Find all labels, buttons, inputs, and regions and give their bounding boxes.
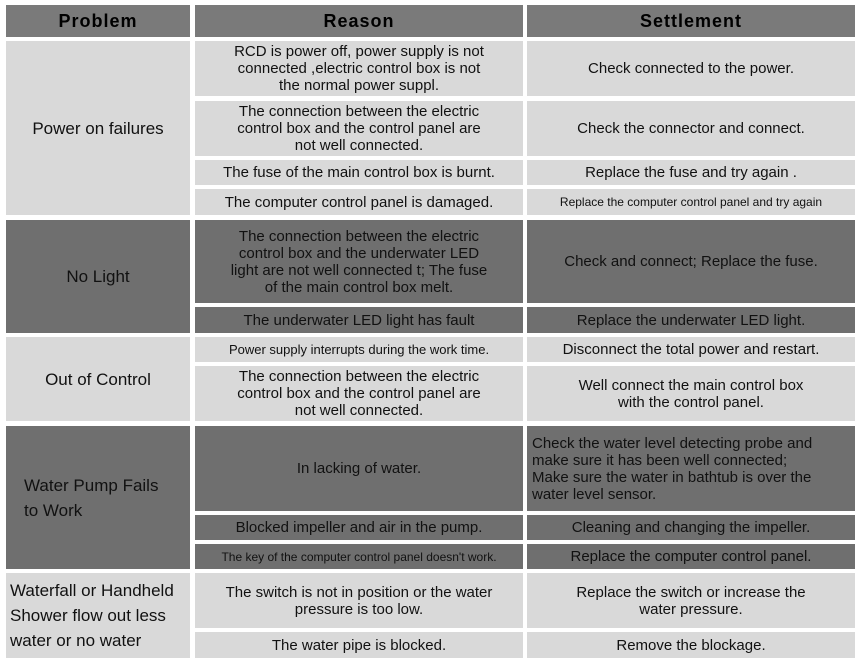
settlement-cell: Check connected to the power.: [527, 41, 855, 96]
settlement-cell: Well connect the main control box with the control panel.: [527, 366, 855, 421]
reason-cell: The connection between the electric control box and the underwater LED light are not well connected t; The fuse of the main control box melt.: [195, 220, 523, 303]
problem-no-light: No Light: [6, 220, 190, 333]
reason-cell: In lacking of water.: [195, 426, 523, 511]
settlement-cell: Replace the fuse and try again .: [527, 160, 855, 185]
reason-cell: Power supply interrupts during the work time.: [195, 337, 523, 362]
settlement-cell: Replace the computer control panel and try again: [527, 189, 855, 215]
problem-waterfall-shower: Waterfall or Handheld Shower flow out less water or no water: [6, 573, 190, 658]
settlement-cell: Replace the computer control panel.: [527, 544, 855, 569]
reason-cell: The computer control panel is damaged.: [195, 189, 523, 215]
reason-cell: The connection between the electric control box and the control panel are not well connected.: [195, 366, 523, 421]
reason-cell: The underwater LED light has fault: [195, 307, 523, 333]
reason-cell: Blocked impeller and air in the pump.: [195, 515, 523, 540]
settlement-cell: Check the water level detecting probe and make sure it has been well connected; Make sure the water in bathtub is over the water level sensor.: [527, 426, 855, 511]
reason-cell: The fuse of the main control box is burnt.: [195, 160, 523, 185]
reason-cell: RCD is power off, power supply is not connected ,electric control box is not the normal power suppl.: [195, 41, 523, 96]
header-reason: Reason: [195, 5, 523, 37]
reason-cell: The switch is not in position or the water pressure is too low.: [195, 573, 523, 628]
settlement-cell: Replace the underwater LED light.: [527, 307, 855, 333]
reason-cell: The connection between the electric control box and the control panel are not well connected.: [195, 101, 523, 156]
problem-water-pump-fails: Water Pump Fails to Work: [6, 426, 190, 569]
header-settlement: Settlement: [527, 5, 855, 37]
settlement-cell: Check and connect; Replace the fuse.: [527, 220, 855, 303]
settlement-cell: Replace the switch or increase the water pressure.: [527, 573, 855, 628]
settlement-cell: Disconnect the total power and restart.: [527, 337, 855, 362]
reason-cell: The key of the computer control panel doesn't work.: [195, 544, 523, 569]
settlement-cell: Check the connector and connect.: [527, 101, 855, 156]
reason-cell: The water pipe is blocked.: [195, 632, 523, 658]
header-problem: Problem: [6, 5, 190, 37]
problem-out-of-control: Out of Control: [6, 337, 190, 421]
problem-power-on-failures: Power on failures: [6, 41, 190, 215]
settlement-cell: Remove the blockage.: [527, 632, 855, 658]
settlement-cell: Cleaning and changing the impeller.: [527, 515, 855, 540]
